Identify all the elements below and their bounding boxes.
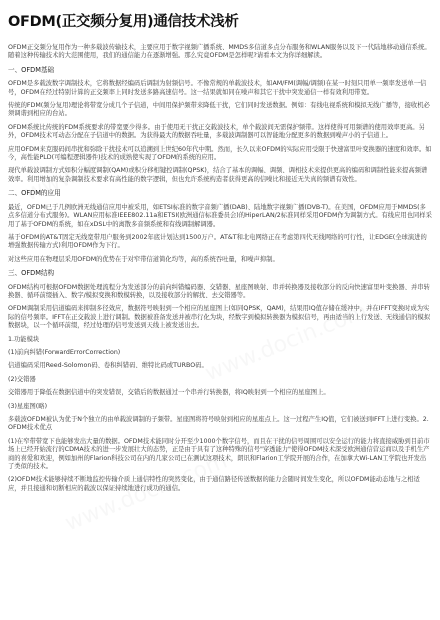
- document-title: OFDM(正交频分复用)通信技术浅析: [8, 14, 239, 30]
- paragraph: 多载波OFDM被认为优于N个独立的由单载波调制的子频带。星座图将符号映射到相应的星座点上。这一过程产生IQ值，它们被送到IFFT上进行变换。2.OFDM技术优点: [8, 416, 429, 432]
- paragraph: 对这些应用在物理层采用OFDM的优势在于对窄带信道简化均等，高的系统吞吐量，和噪声抑制。: [8, 255, 279, 263]
- paragraph: (2)交错器: [8, 375, 36, 383]
- paragraph: 应用OFDM来克服码间串扰和弥除干扰技术可以追溯到上世纪60年代中期。然而，长久以来OFDM的实际应用受限于快速富里叶变换器的速度和效率。如今，高性能PLD(可编程逻辑器件)技术的成熟使实现了OFDM的系统的应用。: [8, 145, 432, 162]
- paragraph: 现代单载波调制方式如积分幅度调制(QAM)或积分移相键控调制(QPSK)，结合了基本的调幅、调频、调相技术来提供更高的编码和调制性能来提高频谱效率。利用增加的复杂调制技术要求有高性能的数字逻辑，但也允许系统构造者获得更高的信噪比和接近无失真的频谱有效性。: [8, 167, 428, 183]
- paragraph: (3)星座图(略): [8, 402, 48, 410]
- paragraph: (2)OFDM技术能够持续不断地监控传输介质上通信特性的突然变化，由于通信路径传送数据的能力会随时间发生变化，所以OFDM能动态地与之相适应，并且接通和切断相应的载波以保证持续地进行成功的通信。: [8, 476, 420, 492]
- paragraph: OFDM是多载波数字调制技术，它将数据经编码后调制为射频信号。不像常规的单载波技术，如AM/FM(调幅/调频)在某一时刻只用单一频率发送单一信号，OFDM在经过特别计算的正交频率上同时发送多路高速信号。这一结果就如同在噪声和其它干扰中突发通信一样有效利用带宽。: [8, 80, 427, 96]
- paragraph: OFDM系统比传统的FDM系统要求的带宽要少得多。由于使用无干扰正交载波技术，单个载波间无需保护频带。这样使得可用频谱的使用效率更高。另外，OFDM技术可动态分配在子信道中的数据。为获得最大的数据吞吐量，多载波调制器可以智能地分配更多的数据到噪声小的子信道上。: [8, 123, 425, 140]
- document-body: [8, 44, 432, 498]
- section-heading: 二、OFDM的应用: [8, 189, 61, 198]
- paragraph: OFDM结构可根据OFDM数据处理流程分为发送部分的前向纠错编码器、交错器、星座图映射、串并转换器及接收部分的反向快速富里叶变换器、并串转换器、循环前缀插入、数字/模拟变换和数模转换，以及接收部分的解扰、去交错器等。: [8, 283, 430, 299]
- paragraph: 1.功能模块: [8, 335, 40, 343]
- section-heading: 三、OFDM结构: [8, 269, 55, 278]
- paragraph: 基于OFDM的AT&T固定无线宽带用户服务到2002年底计划达到1500万户。AT&T和北电网络正在考虑第四代无线网络的可行性，让EDGE(全球演进的增强数据传输方式)利用OFDM作为下行。: [8, 233, 427, 250]
- paragraph: OFDM正交频分复用作为一种多载波传输技术，主要应用于数字视频广播系统、MMDS多信道多点分布服务和WLAN服务以及下一代陆地移动通信系统。随着这种传输技术的大范围使用，我们的通信能力在逐渐增强。那么究竟OFDM是怎样呢?请看本文为你详细解读。: [8, 44, 431, 60]
- paragraph: 传统的FDM(频分复用)理论将带宽分成几个子信道，中间用保护频带来降低干扰，它们同时发送数据。例如：有线电视系统和模拟无线广播等，接收机必须调谐到相应的台站。: [8, 102, 430, 118]
- paragraph: 信道编码采用Reed-Solomon码、卷积纠错码、维特比码或TURBO码。: [8, 362, 208, 370]
- paragraph: (1)前向纠错(ForwardErrorCorrection): [8, 348, 121, 356]
- paragraph: (1)在窄带带宽下也能够发出大量的数据。OFDM技术能同时分开至少1000个数字信号，而且在干扰的信号周围可以安全运行的能力将直接威胁到目前市场上已经开始流行的CDMA技术的进一步发展壮大的态势，正是由于具有了这种特殊的信号"穿透能力"使得OFDM技术深受欧洲通信营运商以及手机生产商的喜爱和欢迎，例如加州的Flarion科技公司在内的几家公司已在测试这项技术，朗讯和Flarion工学院开展的合作，在加拿大Wi-LAN工学院也开发出了类似的技术。: [8, 437, 430, 471]
- section-heading: 一、OFDM基础: [8, 65, 55, 74]
- paragraph: OFDM调制采用信道编码来抑制多径效应，数据符号映射到一个相应的星座图上(如同QPSK，QAM)，结果用IQ值存储在缓冲中，并在IFFT变换时成为实际的信号频率。IFFT在正交载波上进行调制。数据被准备发送并被串行化为块，经数字到模拟转换器为模拟信号，再由适当的上行发送、无线通信的模拟数据块，以一个循环前缀，经过处理的信号发送到天线上被发送出去。: [8, 305, 431, 330]
- paragraph: 交错器用于降低在数据信道中的突发错误，交错后的数据通过一个串并行转换器，将IQ映射到一个相应的星座图上。: [8, 389, 330, 397]
- paragraph: 最近，OFDM已于几例欧洲无线通信应用中被采用，如ETSI标准的数字音频广播(DAB)、陆地数字视频广播(DVB-T)。在美国，OFDM应用于MMDS(多点多信道分布式服务)。WLAN应用标准IEEE802.11a和ETSI(欧洲通信标准委员会)的HiperLAN/2标准同样采用OFDM作为调制方式。有线应用也同样采用了基于OFDM的系统，如在xDSL中的离散多音频系统和有线调制解调器。: [8, 203, 432, 228]
